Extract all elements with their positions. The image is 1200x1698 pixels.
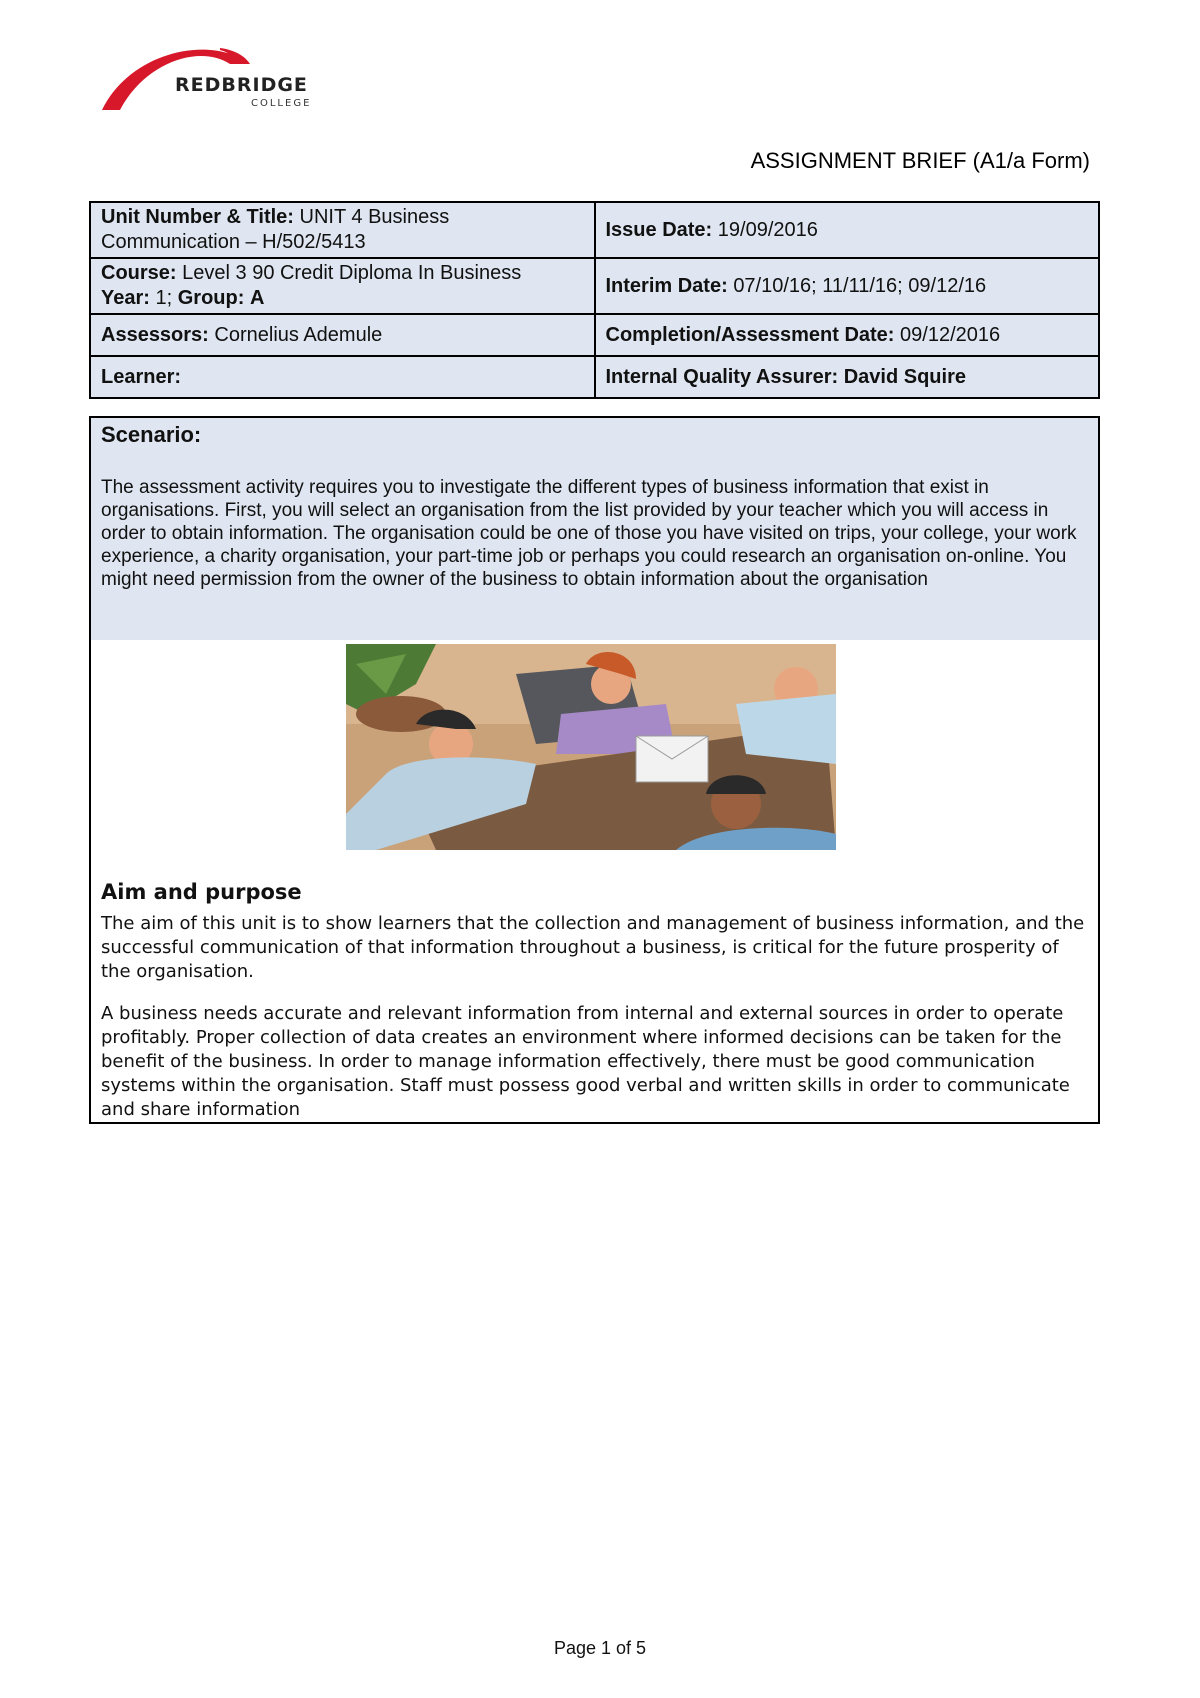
unit-cell	[90, 202, 595, 258]
year-label: Year:	[101, 287, 150, 309]
learner-cell	[90, 356, 595, 398]
course-value: Level 3 90 Credit Diploma In Business	[182, 262, 522, 284]
course-label: Course:	[101, 262, 177, 284]
iqa-cell	[595, 356, 1100, 398]
scenario-heading: Scenario:	[101, 422, 202, 447]
aim-paragraph-1: The aim of this unit is to show learners that the collection and management of business information, and the successful communication of that information throughout a business, is critical for the future prosperity of the organisation.	[101, 913, 1085, 982]
business-meeting-illustration	[346, 644, 836, 850]
learner-label: Learner:	[101, 365, 182, 388]
interim-cell	[595, 258, 1100, 314]
completion-cell	[595, 314, 1100, 356]
assessors-value: Cornelius Ademule	[214, 323, 383, 346]
assessors-label: Assessors:	[101, 323, 209, 346]
issue-cell	[595, 202, 1100, 258]
page-number: Page 1 of 5	[553, 1638, 647, 1658]
aim-box	[89, 640, 1100, 1124]
interim-value: 07/10/16; 11/11/16; 09/12/16	[733, 274, 987, 297]
unit-value-line2: Communication – H/502/5413	[101, 231, 366, 253]
year-value: 1;	[155, 287, 173, 309]
scenario-box	[89, 416, 1100, 644]
unit-value-line1: UNIT 4 Business	[299, 206, 450, 228]
group-value: A	[249, 287, 265, 309]
issue-value: 19/09/2016	[717, 218, 818, 241]
logo-sub-text: COLLEGE	[251, 98, 312, 109]
unit-label: Unit Number & Title:	[101, 206, 294, 228]
completion-label: Completion/Assessment Date:	[605, 323, 895, 346]
group-label: Group:	[177, 287, 245, 309]
interim-label: Interim Date:	[605, 274, 728, 297]
assignment-info-table	[89, 201, 1100, 399]
scenario-text: The assessment activity requires you to investigate the different types of business information that exist in organisations. First, you will select an organisation from the list provided by your teacher which you will access in order to obtain information. The organisation could be one of those you have visited on trips, your college, your work experience, a charity organisation, your part-time job or perhaps you could research an organisation on-online. You might need permission from the owner of the business to obtain information about the organisation	[101, 477, 1077, 590]
aim-paragraph-2: A business needs accurate and relevant information from internal and external sources in order to operate profitably. Proper collection of data creates an environment where informed decisions can be taken for the benefit of the business. In order to manage information effectively, there must be good communication systems within the organisation. Staff must possess good verbal and written skills in order to communicate and share information	[101, 1003, 1070, 1120]
iqa-label: Internal Quality Assurer: David Squire	[605, 365, 966, 388]
issue-label: Issue Date:	[605, 218, 713, 241]
completion-value: 09/12/2016	[900, 323, 1001, 346]
logo-main-text: REDBRIDGE	[175, 74, 308, 96]
course-cell	[90, 258, 595, 314]
assessors-cell	[90, 314, 595, 356]
aim-heading: Aim and purpose	[101, 880, 302, 904]
form-title: ASSIGNMENT BRIEF (A1/a Form)	[750, 148, 1090, 173]
